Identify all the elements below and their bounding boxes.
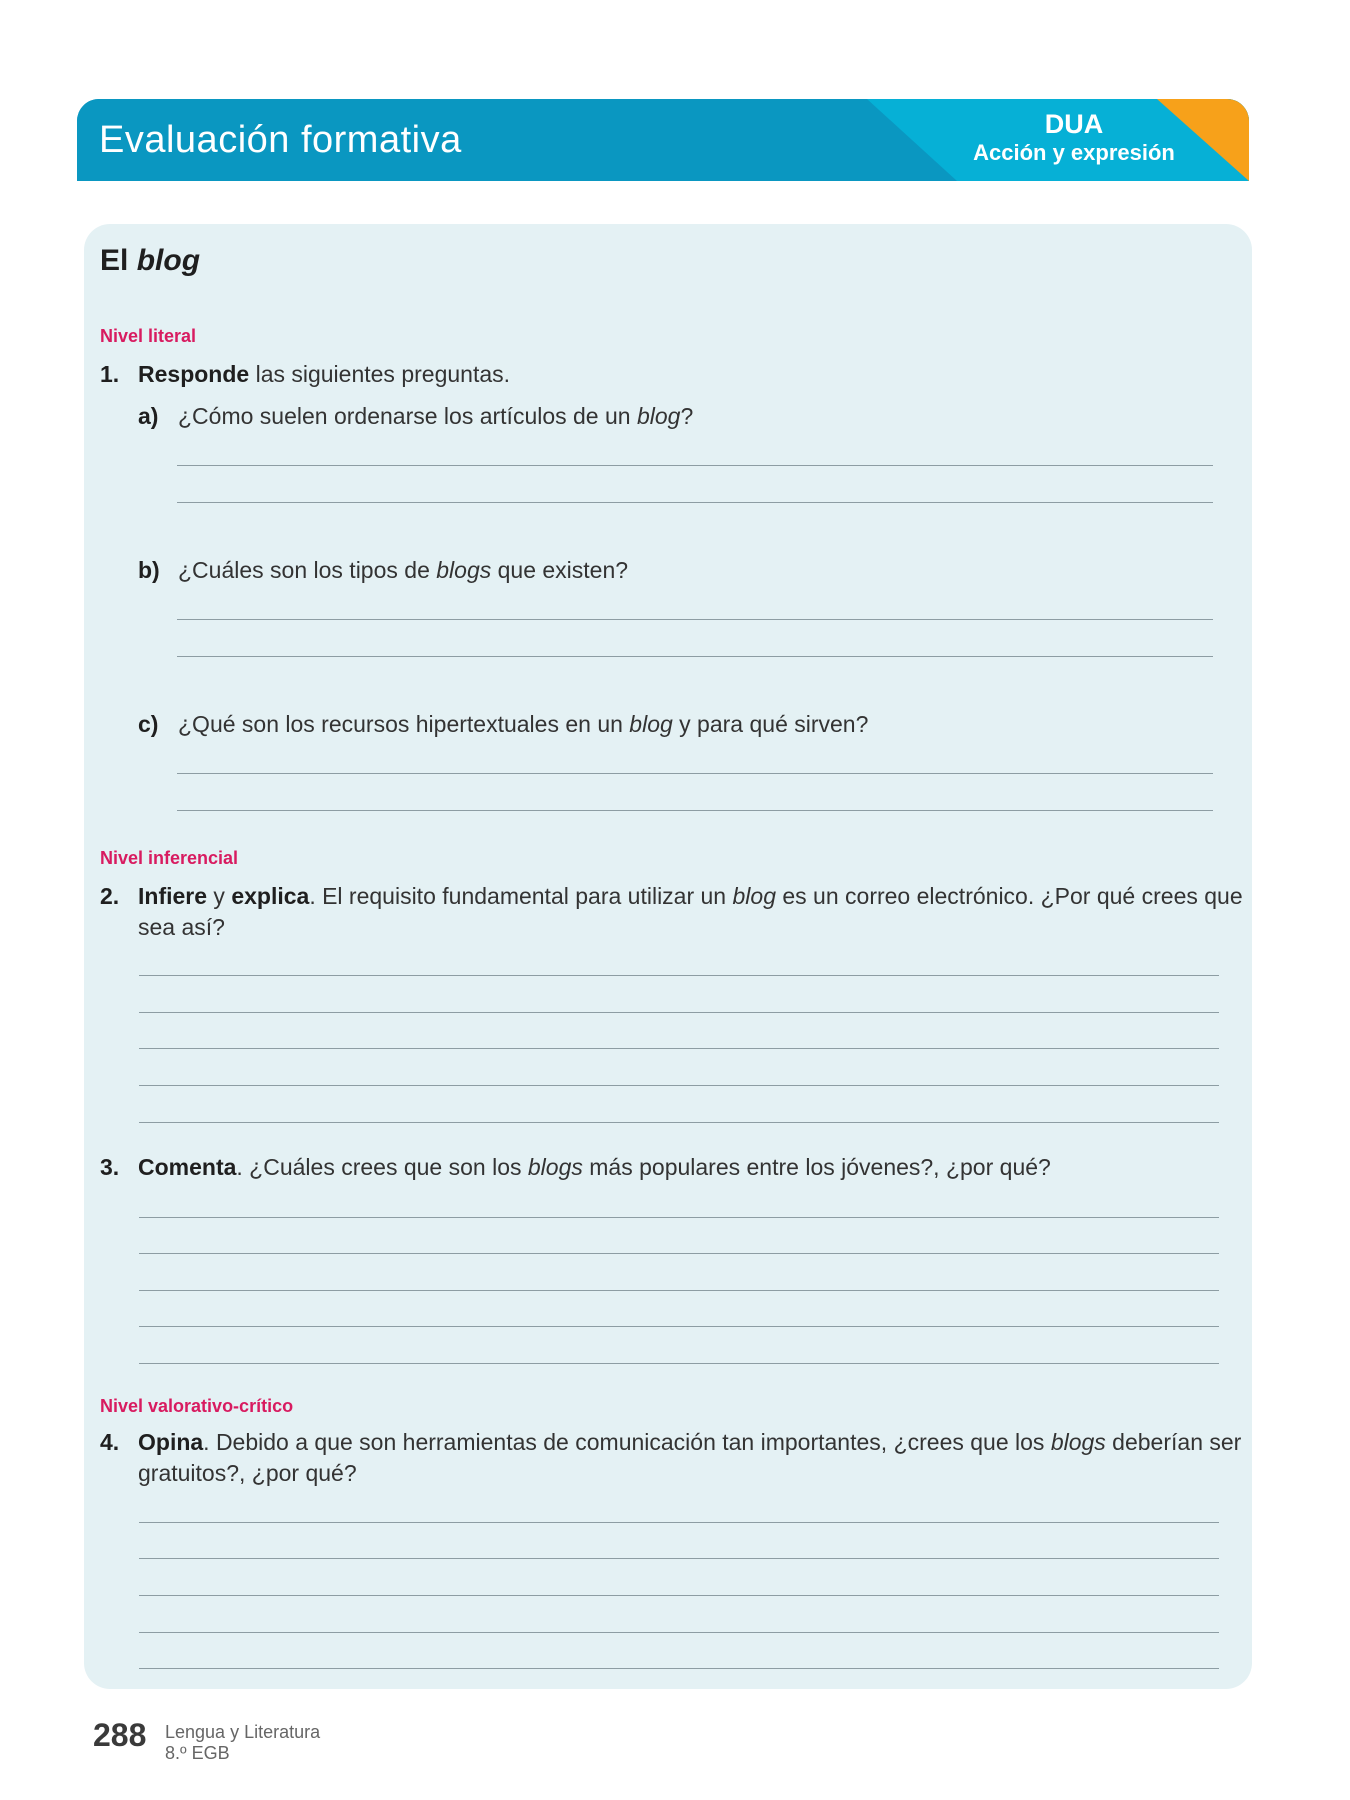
answer-line[interactable] bbox=[177, 656, 1213, 657]
question-1-number: 1. bbox=[100, 361, 120, 387]
question-1c-post: y para qué sirven? bbox=[672, 711, 869, 737]
question-2-italic: blog bbox=[732, 883, 776, 909]
question-1b-italic: blogs bbox=[436, 557, 492, 583]
answer-line[interactable] bbox=[177, 619, 1213, 620]
question-3-italic: blogs bbox=[527, 1154, 583, 1180]
question-2-verb2: explica bbox=[231, 883, 310, 909]
level-literal-label: Nivel literal bbox=[100, 326, 197, 346]
answer-line[interactable] bbox=[139, 1122, 1219, 1123]
question-1c-italic: blog bbox=[629, 711, 673, 737]
question-1c-pre: ¿Qué son los recursos hipertextuales en un bbox=[178, 711, 630, 737]
question-4-verb: Opina bbox=[138, 1429, 204, 1455]
question-4-pre: . Debido a que son herramientas de comunicación tan importantes, ¿crees que los bbox=[203, 1429, 1051, 1455]
answer-line[interactable] bbox=[177, 465, 1213, 466]
answer-line[interactable] bbox=[139, 1326, 1219, 1327]
question-3-number: 3. bbox=[100, 1154, 120, 1180]
question-1 bbox=[100, 359, 510, 390]
footer-grade: 8.º EGB bbox=[165, 1743, 230, 1763]
answer-line[interactable] bbox=[177, 502, 1213, 503]
section-title-italic: blog bbox=[136, 244, 201, 277]
answer-line[interactable] bbox=[139, 1012, 1219, 1013]
question-3 bbox=[100, 1152, 1250, 1183]
question-3-post: más populares entre los jóvenes?, ¿por qué? bbox=[582, 1154, 1051, 1180]
question-2-text bbox=[138, 881, 1250, 943]
answer-line[interactable] bbox=[139, 1048, 1219, 1049]
dua-badge-title: DUA bbox=[1044, 109, 1104, 139]
answer-line[interactable] bbox=[139, 975, 1219, 976]
footer-subject: Lengua y Literatura bbox=[165, 1722, 321, 1742]
answer-line[interactable] bbox=[177, 773, 1213, 774]
answer-line[interactable] bbox=[139, 1668, 1219, 1669]
question-1c-letter: c) bbox=[138, 711, 159, 737]
question-2 bbox=[100, 881, 1250, 943]
question-2-number: 2. bbox=[100, 883, 120, 909]
answer-line[interactable] bbox=[139, 1253, 1219, 1254]
question-1a bbox=[138, 401, 693, 432]
question-1a-letter: a) bbox=[138, 403, 159, 429]
section-title bbox=[100, 244, 200, 278]
answer-line[interactable] bbox=[139, 1595, 1219, 1596]
dua-badge bbox=[964, 109, 1184, 167]
question-1c bbox=[138, 709, 868, 740]
question-3-verb: Comenta bbox=[138, 1154, 237, 1180]
answer-line[interactable] bbox=[139, 1290, 1219, 1291]
question-1-rest: las siguientes preguntas. bbox=[249, 361, 511, 387]
question-2-verb1: Infiere bbox=[138, 883, 208, 909]
answer-line[interactable] bbox=[139, 1522, 1219, 1523]
question-3-pre: . ¿Cuáles crees que son los bbox=[236, 1154, 528, 1180]
question-4-number: 4. bbox=[100, 1429, 120, 1455]
question-1b-text bbox=[178, 555, 628, 586]
question-1a-text bbox=[178, 401, 693, 432]
question-4-italic: blogs bbox=[1050, 1429, 1106, 1455]
question-4-post: deberían ser gratuitos?, ¿por qué? bbox=[138, 1429, 1242, 1486]
question-3-text bbox=[138, 1152, 1250, 1183]
question-1b-letter: b) bbox=[138, 557, 160, 583]
answer-line[interactable] bbox=[139, 1217, 1219, 1218]
dua-badge-subtitle: Acción y expresión bbox=[973, 140, 1175, 165]
answer-line[interactable] bbox=[139, 1363, 1219, 1364]
answer-line[interactable] bbox=[139, 1085, 1219, 1086]
question-1b bbox=[138, 555, 628, 586]
page-number: 288 bbox=[93, 1717, 147, 1753]
question-4-text bbox=[138, 1427, 1250, 1489]
question-1c-text bbox=[178, 709, 868, 740]
level-inferencial-label: Nivel inferencial bbox=[100, 848, 239, 868]
question-4 bbox=[100, 1427, 1250, 1489]
question-2-pre: . El requisito fundamental para utilizar un bbox=[309, 883, 733, 909]
question-1b-post: que existen? bbox=[491, 557, 629, 583]
question-1b-pre: ¿Cuáles son los tipos de bbox=[178, 557, 437, 583]
level-valorativo-label: Nivel valorativo-crítico bbox=[100, 1396, 294, 1416]
question-1a-pre: ¿Cómo suelen ordenarse los artículos de un bbox=[178, 403, 637, 429]
answer-line[interactable] bbox=[139, 1632, 1219, 1633]
question-1-text bbox=[138, 359, 510, 390]
question-2-post: es un correo electrónico. ¿Por qué crees que sea así? bbox=[138, 883, 1243, 940]
section-title-plain: El bbox=[100, 244, 129, 277]
question-1-verb: Responde bbox=[138, 361, 250, 387]
answer-line[interactable] bbox=[177, 810, 1213, 811]
question-1a-post: ? bbox=[680, 403, 694, 429]
answer-line[interactable] bbox=[139, 1558, 1219, 1559]
header-banner bbox=[77, 99, 1249, 181]
question-2-conj: y bbox=[207, 883, 232, 909]
page-title: Evaluación formativa bbox=[99, 119, 462, 161]
question-1a-italic: blog bbox=[636, 403, 681, 429]
